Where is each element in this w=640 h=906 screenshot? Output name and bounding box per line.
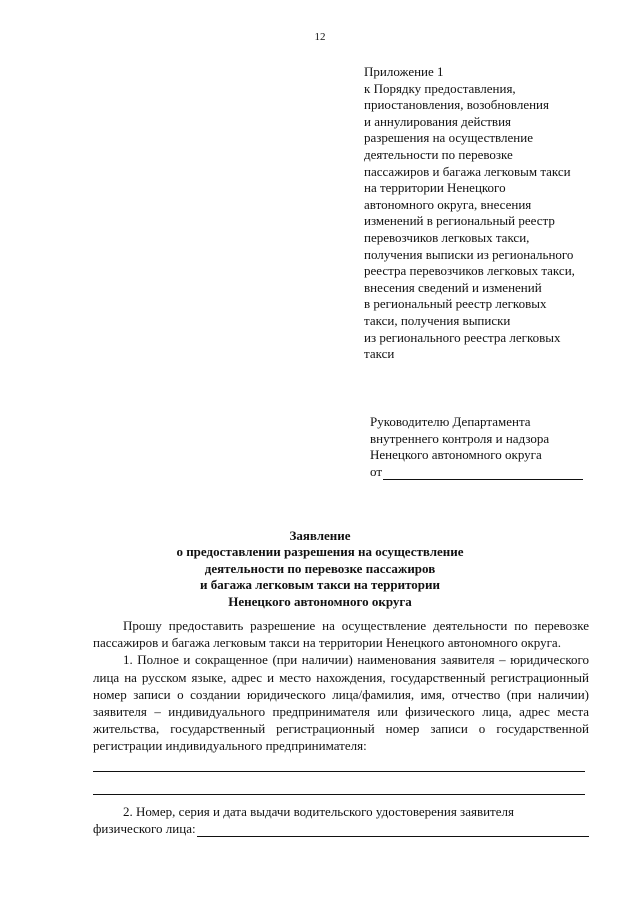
title-line: деятельности по перевозке пассажиров: [204, 560, 436, 576]
from-line: [370, 464, 600, 481]
appendix-block: [364, 64, 604, 363]
title-line: и багажа легковым такси на территории: [199, 577, 441, 593]
item-2-paragraph: 2. Номер, серия и дата выдачи водительского удостоверения заявителя: [123, 803, 514, 819]
appendix-line: в региональный реестр легковых: [364, 296, 547, 312]
page-number: 12: [314, 31, 326, 43]
appendix-line: приостановления, возобновления: [364, 97, 549, 113]
addressee-line: Руководителю Департамента: [370, 414, 531, 429]
item-1-fill-line[interactable]: [93, 758, 585, 772]
appendix-line: перевозчиков легковых такси,: [364, 229, 530, 245]
appendix-line: реестра перевозчиков легковых такси,: [364, 263, 575, 279]
intro-paragraph: Прошу предоставить разрешение на осуществление деятельности по перевозке пассажиров и багажа легковым такси на территории Ненецкого автономного округа.: [93, 618, 589, 651]
item-1-paragraph: 1. Полное и сокращенное (при наличии) наименования заявителя – юридического лица на русском языке, адрес и место нахождения, государственный регистрационный номер записи о создании юридического лица/фамилия, имя, отчество (при наличии) заявителя – индивидуального предпринимателя или физического лица, адрес места жительства, государственный регистрационный номер записи о государственной регистрации индивидуального предпринимателя:: [93, 652, 589, 754]
title-line: о предоставлении разрешения на осуществление: [176, 544, 464, 560]
appendix-line: и аннулирования действия: [364, 113, 512, 129]
addressee-line: внутреннего контроля и надзора: [370, 430, 550, 446]
title-line: Заявление: [289, 528, 351, 543]
appendix-line: пассажиров и багажа легковым такси: [364, 163, 571, 179]
appendix-line: из регионального реестра легковых: [364, 329, 561, 345]
appendix-line: Приложение 1: [364, 64, 444, 79]
title-line: Ненецкого автономного округа: [228, 593, 412, 609]
appendix-line: изменений в региональный реестр: [364, 213, 555, 229]
from-label: от: [370, 463, 383, 479]
document-body: [93, 617, 589, 837]
appendix-line: внесения сведений и изменений: [364, 279, 542, 295]
appendix-line: к Порядку предоставления,: [364, 80, 516, 96]
item-1-fill-line[interactable]: [93, 781, 585, 795]
item-2-line: [93, 820, 589, 837]
appendix-line: деятельности по перевозке: [364, 146, 513, 162]
appendix-line: разрешения на осуществление: [364, 130, 533, 146]
document-title: [0, 528, 640, 610]
addressee-block: [370, 414, 600, 480]
from-fill-line[interactable]: [383, 467, 583, 480]
appendix-line: получения выписки из регионального: [364, 246, 574, 262]
appendix-line: на территории Ненецкого: [364, 180, 506, 196]
appendix-line: такси: [364, 346, 395, 362]
appendix-line: автономного округа, внесения: [364, 196, 532, 212]
addressee-line: Ненецкого автономного округа: [370, 447, 542, 462]
item-2-tail-label: физического лица:: [93, 820, 196, 836]
appendix-line: такси, получения выписки: [364, 312, 511, 328]
item-2-fill-line[interactable]: [197, 824, 589, 837]
